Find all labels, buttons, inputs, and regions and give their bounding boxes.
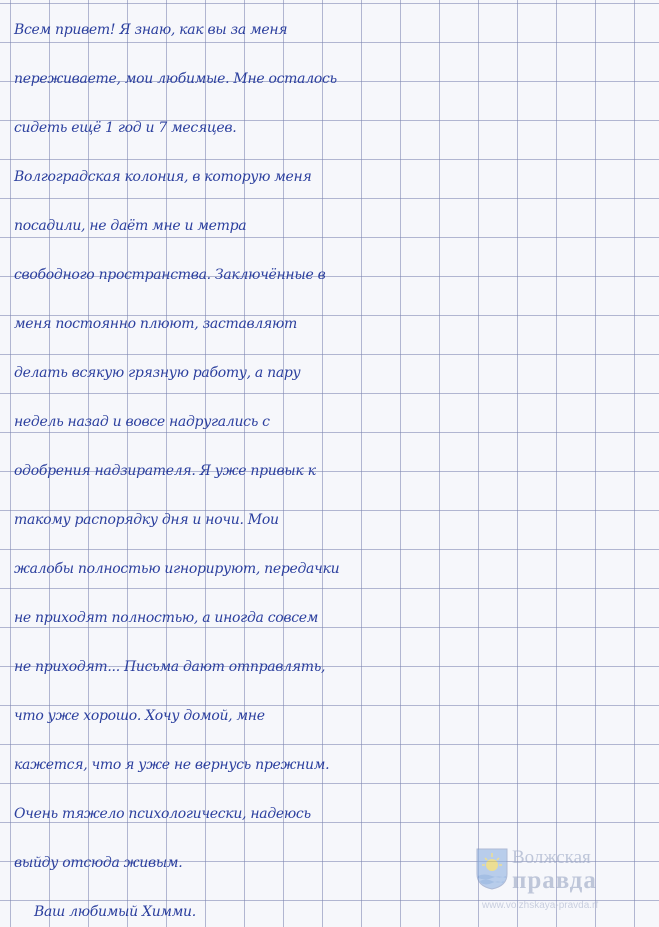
letter-line-15: что уже хорошо. Хочу домой, мне [14,708,265,724]
letter-line-1: Всем привет! Я знаю, как вы за меня [14,22,288,38]
city-emblem-icon [476,848,508,890]
letter-line-6: свободного пространства. Заключённые в [14,267,326,283]
letter-line-12: жалобы полностью игнорируют, передачки [14,561,340,577]
letter-line-4: Волгоградская колония, в которую меня [14,169,312,185]
letter-line-2: переживаете, мои любимые. Мне осталось [14,71,337,87]
letter-line-8: делать всякую грязную работу, а пару [14,365,301,381]
letter-line-13: не приходят полностью, а иногда совсем [14,610,319,626]
letter-line-14: не приходят... Письма дают отправлять, [14,659,326,675]
letter-line-9: недель назад и вовсе надругались с [14,414,270,430]
letter-line-5: посадили, не даёт мне и метра [14,218,247,234]
letter-line-11: такому распорядку дня и ночи. Мои [14,512,279,528]
watermark-title: Волжская [512,848,591,868]
letter-line-18: выйду отсюда живым. [14,855,183,871]
letter-line-17: Очень тяжело психологически, надеюсь [14,806,311,822]
letter-line-7: меня постоянно плюют, заставляют [14,316,297,332]
handwritten-letter [14,6,654,927]
letter-line-16: кажется, что я уже не вернусь прежним. [14,757,330,773]
watermark-url: www.volzhskaya-pravda.rf [482,900,599,911]
letter-line-3: сидеть ещё 1 год и 7 месяцев. [14,120,237,136]
newspaper-watermark [474,848,656,920]
letter-line-10: одобрения надзирателя. Я уже привык к [14,463,316,479]
watermark-subtitle: правда [512,868,597,894]
letter-signature: Ваш любимый Химми. [34,904,196,920]
